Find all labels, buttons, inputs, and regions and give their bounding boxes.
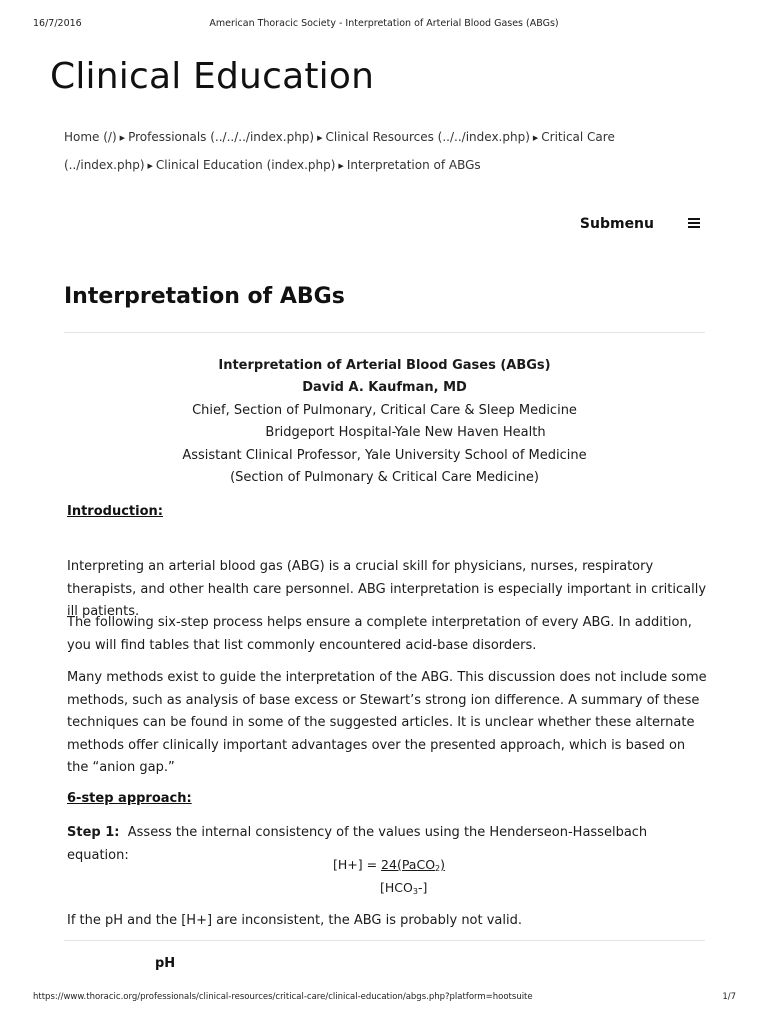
six-step-heading: 6-step approach: (67, 791, 192, 806)
equation-numerator-subscript: 2 (435, 864, 441, 873)
submenu-label: Submenu (579, 216, 654, 232)
site-title: Clinical Education (50, 56, 375, 97)
equation-denominator-subscript: 3 (412, 887, 418, 896)
print-url: https://www.thoracic.org/professionals/clinical-resources/critical-care/clinical-education/abgs.php?platform=hootsuite (33, 992, 533, 1002)
intro-paragraph-3: Many methods exist to guide the interpretation of the ABG. This discussion does not include some methods, such as analysis of base excess or Stewart’s strong ion difference. A summary of these techniques can be found in some of the suggested articles. It is unclear whether these alternate methods offer clinically important advantages over the presented approach, which is based on the “anion gap.” (67, 670, 707, 775)
breadcrumb-separator-icon: ▶ (532, 134, 539, 142)
equation-numerator-text: 24(PaCO (381, 857, 436, 872)
breadcrumb-current: Interpretation of ABGs (346, 158, 481, 172)
intro-paragraph-1: Interpreting an arterial blood gas (ABG) is a crucial skill for physicians, nurses, respiratory therapists, and other health care personnel. ABG interpretation is especially important in critically ill patients. (67, 559, 707, 619)
breadcrumb-clinical-education[interactable]: Clinical Education (index.php) (155, 158, 336, 172)
equation-lhs: [H+] = (333, 857, 382, 872)
article-author: David A. Kaufman, MD (302, 380, 467, 395)
equation-denominator-close: -] (417, 880, 428, 895)
author-affiliation-2: Bridgeport Hospital-Yale New Haven Health (265, 425, 546, 440)
breadcrumb-separator-icon: ▶ (317, 134, 323, 142)
breadcrumb (64, 124, 704, 180)
table-header-ph: pH (155, 956, 176, 971)
validity-paragraph: If the pH and the [H+] are inconsistent, the ABG is probably not valid. (67, 913, 523, 928)
page-heading: Interpretation of ABGs (64, 284, 345, 309)
print-date: 16/7/2016 (33, 18, 82, 29)
equation-denominator (380, 880, 427, 896)
print-page-number: 1/7 (722, 992, 736, 1002)
introduction-heading: Introduction: (67, 504, 163, 519)
table-top-divider (64, 940, 705, 941)
breadcrumb-critical-care[interactable]: Critical Care (../index.php) (64, 130, 615, 172)
submenu-toggle[interactable] (560, 214, 704, 238)
article-title: Interpretation of Arterial Blood Gases (ABGs) (218, 358, 551, 373)
equation-numerator-close: ) (440, 857, 446, 872)
breadcrumb-home[interactable]: Home (/) (64, 130, 117, 144)
print-document-title: American Thoracic Society - Interpretation of Arterial Blood Gases (ABGs) (209, 18, 559, 29)
print-header (0, 18, 768, 32)
equation-denominator-text: [HCO (380, 880, 413, 895)
step-1-text: Assess the internal consistency of the values using the Henderseon-Hasselbach equation: (67, 825, 648, 863)
breadcrumb-separator-icon: ▶ (119, 134, 126, 142)
breadcrumb-professionals[interactable]: Professionals (../../../index.php) (128, 130, 315, 144)
breadcrumb-separator-icon: ▶ (147, 162, 153, 170)
step-1-label: Step 1: (67, 825, 120, 840)
author-affiliation-1: Chief, Section of Pulmonary, Critical Care & Sleep Medicine (192, 403, 577, 418)
author-affiliation-3: Assistant Clinical Professor, Yale University School of Medicine (182, 448, 587, 463)
print-footer (0, 992, 768, 1006)
intro-paragraph-2: The following six-step process helps ensure a complete interpretation of every ABG. In addition, you will find tables that list commonly encountered acid-base disorders. (67, 615, 692, 653)
equation-numerator (381, 857, 445, 872)
hamburger-menu-icon (688, 218, 700, 229)
equation-numerator-line (333, 857, 445, 873)
breadcrumb-separator-icon: ▶ (338, 162, 344, 170)
heading-divider (64, 332, 705, 333)
author-affiliation-4: (Section of Pulmonary & Critical Care Medicine) (230, 470, 539, 485)
breadcrumb-clinical-resources[interactable]: Clinical Resources (../../index.php) (325, 130, 530, 144)
